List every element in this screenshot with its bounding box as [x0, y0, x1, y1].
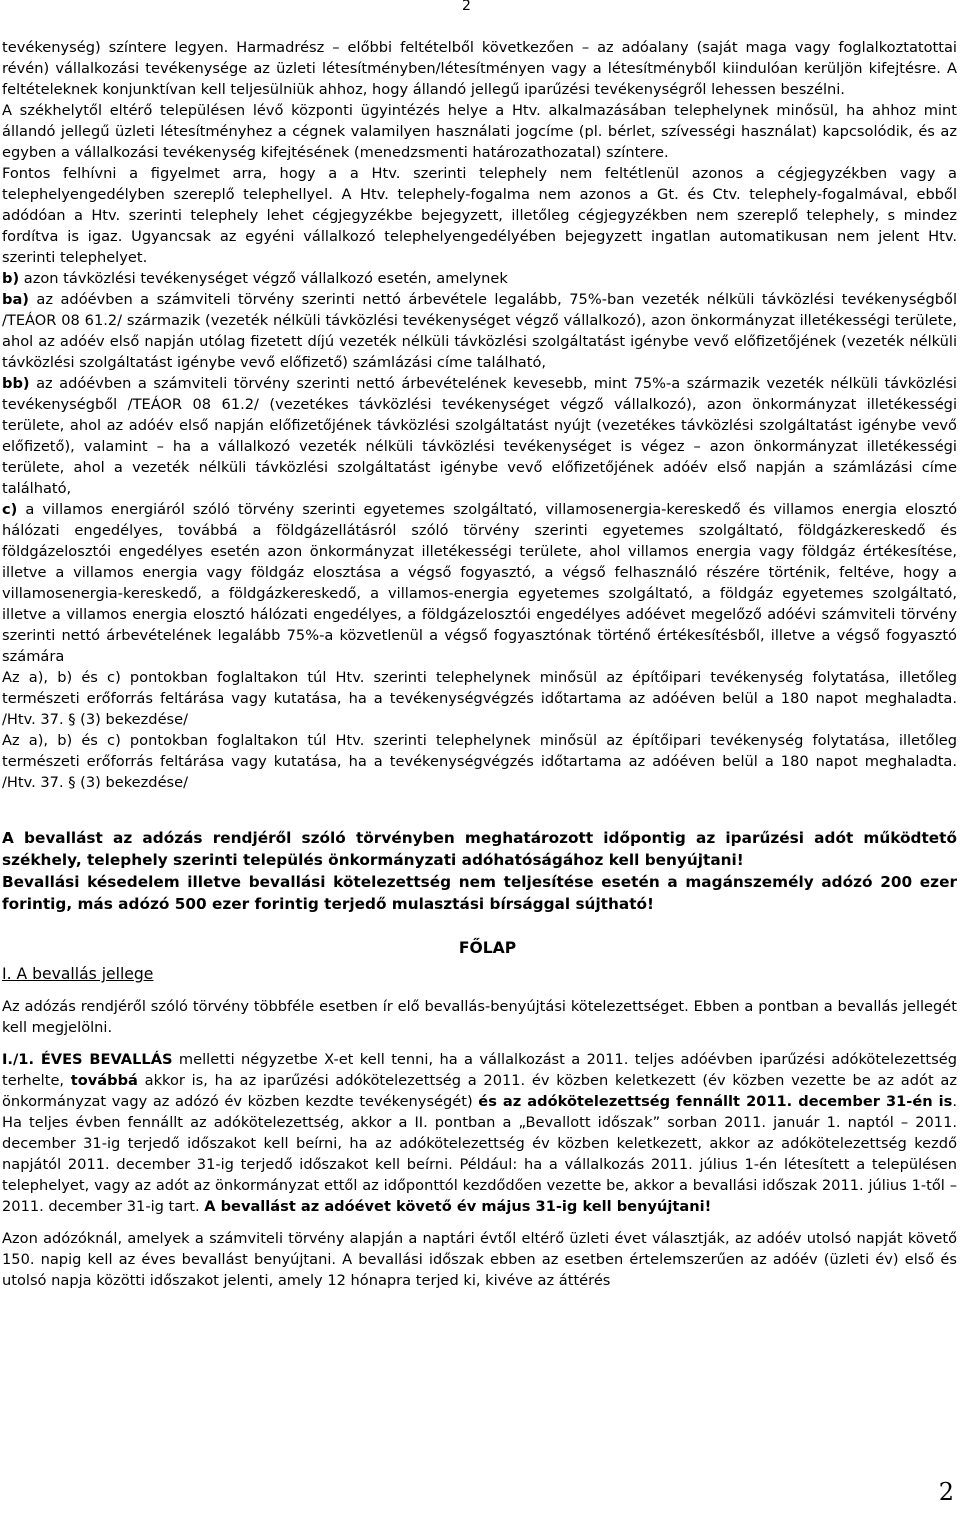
paragraph-section-intro: Az adózás rendjéről szóló törvény többféle esetben ír elő bevallás-benyújtási kötelezettséget. Ebben a pontban a bevallás jellegét kell megjelölni. [2, 998, 957, 1036]
text-benyujtasi-hatarido: A bevallást az adóévet követő év május 31-ig kell benyújtani! [204, 1198, 712, 1215]
paragraph-telephely-conditions: tevékenység) színtere legyen. Harmadrész – előbbi feltételből következően – az adóalany (saját maga vagy foglalkoztatottai révén) vállalkozási tevékenysége az üzleti létesítményben/létesítményen vagy a létesítményből kiindulóan kerüljön kifejtésre. A feltételeknek konjunktívan kell teljesülniük ahhoz, hogy állandó jellegű iparűzési tevékenységről lehessen beszélni. [2, 39, 957, 98]
paragraph-b [2, 268, 957, 289]
text-b: azon távközlési tevékenységet végző vállalkozó esetén, amelynek [19, 270, 508, 287]
page-number-bottom: 2 [938, 1478, 954, 1506]
paragraph-htv-telephely: Fontos felhívni a figyelmet arra, hogy a a Htv. szerinti telephely nem feltétlenül azonos a cégjegyzékben vagy a telephelyengedélyben szereplő telephellyel. A Htv. telephely-fogalma nem azonos a Gt. és Ctv. telephely-fogalmával, ebből adódóan a Htv. szerinti telephely lehet cégjegyzékbe bejegyzett, illetőleg cégjegyzékben nem szereplő telephely, s mindez fordítva is igaz. Ugyancsak az egyéni vállalkozó telephelyengedélyében bejegyzett ingatlan automatikusan nem jelent Htv. szerinti telephelyet. [2, 165, 957, 266]
paragraph-epitoipari-1: Az a), b) és c) pontokban foglaltakon túl Htv. szerinti telephelynek minősül az építőipari tevékenység folytatása, illetőleg természeti erőforrás feltárása vagy kutatása, ha a tevékenységvégzés időtartama az adóéven belül a 180 napot meghaladta. /Htv. 37. § (3) bekezdése/ [2, 669, 957, 728]
folap-heading: FŐLAP [458, 939, 517, 957]
page-content [2, 37, 957, 1291]
label-b: b) [2, 270, 20, 287]
notice-block [2, 827, 957, 915]
paragraph-bb [2, 373, 957, 499]
text-c: a villamos energiáról szóló törvény szerinti egyetemes szolgáltató, villamosenergia-kereskedő és villamos energia elosztó hálózati engedélyes, továbbá a földgázellátásról szóló törvény szerinti egyetemes szolgáltató, földgázkereskedő és földgázelosztói engedélyes esetén azon önkormányzat illetékességi területe, ahol villamos energia vagy földgáz értékesítése, illetve a villamos energia vagy földgáz elosztása a végső fogyasztó, a végső felhasználó részére történik, feltéve, hogy a villamosenergia-kereskedő, a földgázkereskedő, a villamos-energia egyetemes szolgáltató, a földgáz egyetemes szolgáltató, illetve a villamos energia elosztó hálózati engedélyes, a földgázelosztói engedélyes adóévet megelőző adóévi számviteli törvény szerinti nettó árbevételének legalább 75%-a közvetlenül a végső fogyasztónak történő értékesítésből, illetve a végső fogyasztó számára [2, 501, 957, 665]
paragraph-ba [2, 289, 957, 373]
paragraph-c [2, 499, 957, 667]
text-adokotelezettseg-fennallt: és az adókötelezettség fennállt 2011. december 31-én is [478, 1093, 953, 1110]
text-eves-2: akkor is, ha az iparűzési adókötelezettség a 2011. év közben keletkezett (év közben vezette be az adót az önkormányzat vagy az adózó év közben kezdte tevékenységét) [2, 1072, 957, 1110]
label-bb: bb) [2, 375, 30, 392]
text-ba: az adóévben a számviteli törvény szerinti nettó árbevétele legalább, 75%-ban vezeték nélküli távközlési tevékenységből /TEÁOR 08 61.2/ származik (vezeték nélküli távközlési tevékenységet végző vállalkozó), azon önkormányzat illetékességi területe, ahol az adóév első napján utólag fizetett díjú vezeték nélküli távközlési szolgáltatást igénybe vevő előfizetőjének (vezeték nélküli távközlési szolgáltatást igénybe vevő előfizető) számlázási címe található, [2, 291, 957, 371]
notice-benyujtas: A bevallást az adózás rendjéről szóló törvényben meghatározott időpontig az iparűzési adót működtető székhely, telephely szerinti település önkormányzati adóhatóságához kell benyújtani! [2, 829, 957, 869]
text-bb: az adóévben a számviteli törvény szerinti nettó árbevételének kevesebb, mint 75%-a származik vezeték nélküli távközlési tevékenységből /TEÁOR 08 61.2/ (vezetékes távközlési tevékenységet végző vállalkozó), azon önkormányzat illetékességi területe, ahol az adóév első napján előfizetőjének távközlési szolgáltatást nyújt (vezetékes távközlési szolgáltatást igénybe vevő előfizető), valamint – ha a vállalkozó vezeték nélküli távközlési tevékenységet is végez – azon önkormányzat illetékességi területe, ahol a vezeték nélküli távközlési szolgáltatást igénybe vevő előfizetőjének adóév első napján a számlázási címe található, [2, 375, 957, 497]
paragraph-epitoipari-2: Az a), b) és c) pontokban foglaltakon túl Htv. szerinti telephelynek minősül az építőipari tevékenység folytatása, illetőleg természeti erőforrás feltárása vagy kutatása, ha a tevékenységvégzés időtartama az adóéven belül a 180 napot meghaladta. /Htv. 37. § (3) bekezdése/ [2, 732, 957, 791]
paragraph-uzleti-ev: Azon adózóknál, amelyek a számviteli törvény alapján a naptári évtől eltérő üzleti évet választják, az adóév utolsó napját követő 150. napig kell az éves bevallást benyújtani. A bevallási időszak ebben az esetben értelemszerűen az adóév (üzleti év) első és utolsó napja közötti időszakot jelenti, amely 12 hónapra terjed ki, kivéve az áttérés [2, 1230, 957, 1289]
page-number-top: 2 [462, 0, 471, 14]
text-tovabba: továbbá [70, 1072, 138, 1089]
section-title-bevallas-jellege: I. A bevallás jellege [2, 965, 154, 983]
paragraph-eves-bevallas [2, 1049, 957, 1217]
notice-birsag: Bevallási késedelem illetve bevallási kötelezettség nem teljesítése esetén a magánszemély adózó 200 ezer forintig, más adózó 500 ezer forintig terjedő mulasztási bírsággal sújtható! [2, 873, 957, 913]
label-ba: ba) [2, 291, 29, 308]
paragraph-kozponti-ugyintezes: A székhelytől eltérő településen lévő központi ügyintézés helye a Htv. alkalmazásában telephelynek minősül, ha ahhoz mint állandó jellegű üzleti létesítményhez a cégnek valamilyen használati jogcíme (pl. bérlet, szívességi használat) kapcsolódik, és az egyben a vállalkozási tevékenység kifejtésének (menedzsmenti határozathozatal) színtere. [2, 102, 957, 161]
text-eves-1: melletti négyzetbe X-et kell tenni, ha a vállalkozást a 2011. teljes adóévben iparűzési adókötelezettség terhelte, [2, 1051, 957, 1089]
label-eves-bevallas: I./1. ÉVES BEVALLÁS [2, 1051, 173, 1068]
text-eves-3: . Ha teljes évben fennállt az adókötelezettség, akkor a II. pontban a „Bevallott időszak” sorban 2011. január 1. naptól – 2011. december 31-ig terjedő időszakot kell beírni, ha az adókötelezettség év közben keletkezett, akkor az adókötelezettség kezdő napjától 2011. december 31-ig terjedő időszakot kell beírni. Például: ha a vállalkozás 2011. július 1-én létesített a településen telephelyet, vagy az adót az önkormányzat ettől az időponttól kezdődően vezette be, akkor a bevallási időszak 2011. július 1-től – 2011. december 31-ig tart. [2, 1093, 957, 1215]
label-c: c) [2, 501, 18, 518]
